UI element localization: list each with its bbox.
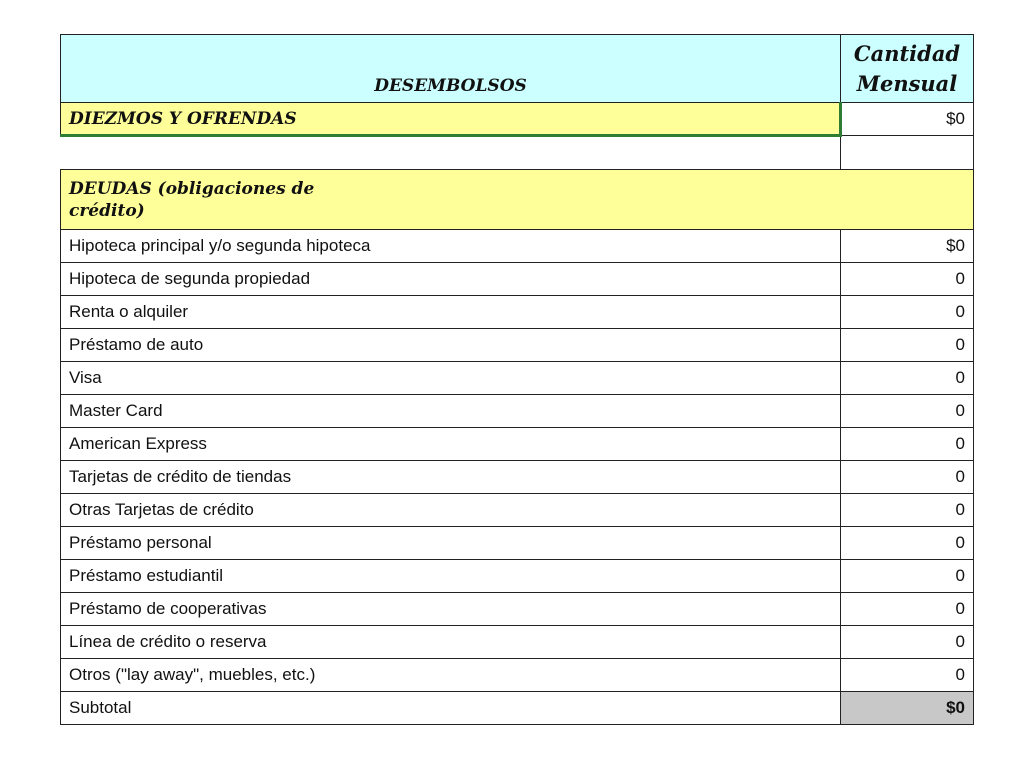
debt-row xyxy=(61,230,974,263)
header-monthly-amount: Cantidad Mensual xyxy=(841,35,974,103)
debt-row xyxy=(61,329,974,362)
debt-row-amount[interactable]: 0 xyxy=(841,461,974,494)
debt-row-amount[interactable]: 0 xyxy=(841,296,974,329)
spacer-row xyxy=(61,136,974,170)
debt-row-label: Préstamo de auto xyxy=(61,329,841,362)
budget-sheet xyxy=(60,34,973,725)
debt-row-amount[interactable]: 0 xyxy=(841,527,974,560)
debts-section-row xyxy=(61,170,974,230)
debt-row xyxy=(61,296,974,329)
debt-row-label: Préstamo personal xyxy=(61,527,841,560)
debt-row xyxy=(61,527,974,560)
header-disbursements: DESEMBOLSOS xyxy=(61,35,841,103)
debt-row-amount[interactable]: 0 xyxy=(841,329,974,362)
debt-row-label: Préstamo estudiantil xyxy=(61,560,841,593)
debt-row xyxy=(61,362,974,395)
debt-row-label: Otras Tarjetas de crédito xyxy=(61,494,841,527)
debt-row-label: Hipoteca de segunda propiedad xyxy=(61,263,841,296)
debt-row-amount[interactable]: 0 xyxy=(841,593,974,626)
debt-row-label: Visa xyxy=(61,362,841,395)
debt-row-amount[interactable]: 0 xyxy=(841,263,974,296)
debt-row xyxy=(61,461,974,494)
debt-rows xyxy=(61,230,974,692)
debt-row-amount[interactable]: $0 xyxy=(841,230,974,263)
debt-row-label: Préstamo de cooperativas xyxy=(61,593,841,626)
tithes-row xyxy=(61,103,974,136)
disbursements-table xyxy=(60,34,974,725)
subtotal-body xyxy=(61,692,974,725)
debt-row-amount[interactable]: 0 xyxy=(841,659,974,692)
debt-row xyxy=(61,395,974,428)
header-row xyxy=(61,35,974,103)
debt-row xyxy=(61,494,974,527)
debt-row-label: Master Card xyxy=(61,395,841,428)
debt-row xyxy=(61,428,974,461)
debt-row xyxy=(61,593,974,626)
subtotal-amount: $0 xyxy=(841,692,974,725)
debt-row xyxy=(61,560,974,593)
spacer-cell-right xyxy=(841,136,974,170)
debt-row xyxy=(61,263,974,296)
debt-row-label: Tarjetas de crédito de tiendas xyxy=(61,461,841,494)
debt-row-amount[interactable]: 0 xyxy=(841,362,974,395)
subtotal-label: Subtotal xyxy=(61,692,841,725)
table-body xyxy=(61,35,974,230)
tithes-label: DIEZMOS Y OFRENDAS xyxy=(61,103,841,136)
debt-row xyxy=(61,626,974,659)
debt-row-label: Otros ("lay away", muebles, etc.) xyxy=(61,659,841,692)
debt-row-label: American Express xyxy=(61,428,841,461)
debt-row-amount[interactable]: 0 xyxy=(841,626,974,659)
debt-row xyxy=(61,659,974,692)
debt-row-amount[interactable]: 0 xyxy=(841,395,974,428)
debt-row-amount[interactable]: 0 xyxy=(841,428,974,461)
debts-section-text: DEUDAS (obligaciones de crédito) xyxy=(69,178,315,221)
debts-section-label xyxy=(61,170,974,230)
debt-row-label: Línea de crédito o reserva xyxy=(61,626,841,659)
spacer-cell-left xyxy=(61,136,841,170)
debt-row-amount[interactable]: 0 xyxy=(841,494,974,527)
subtotal-row xyxy=(61,692,974,725)
debt-row-label: Hipoteca principal y/o segunda hipoteca xyxy=(61,230,841,263)
debt-row-label: Renta o alquiler xyxy=(61,296,841,329)
tithes-amount[interactable]: $0 xyxy=(841,103,974,136)
debt-row-amount[interactable]: 0 xyxy=(841,560,974,593)
